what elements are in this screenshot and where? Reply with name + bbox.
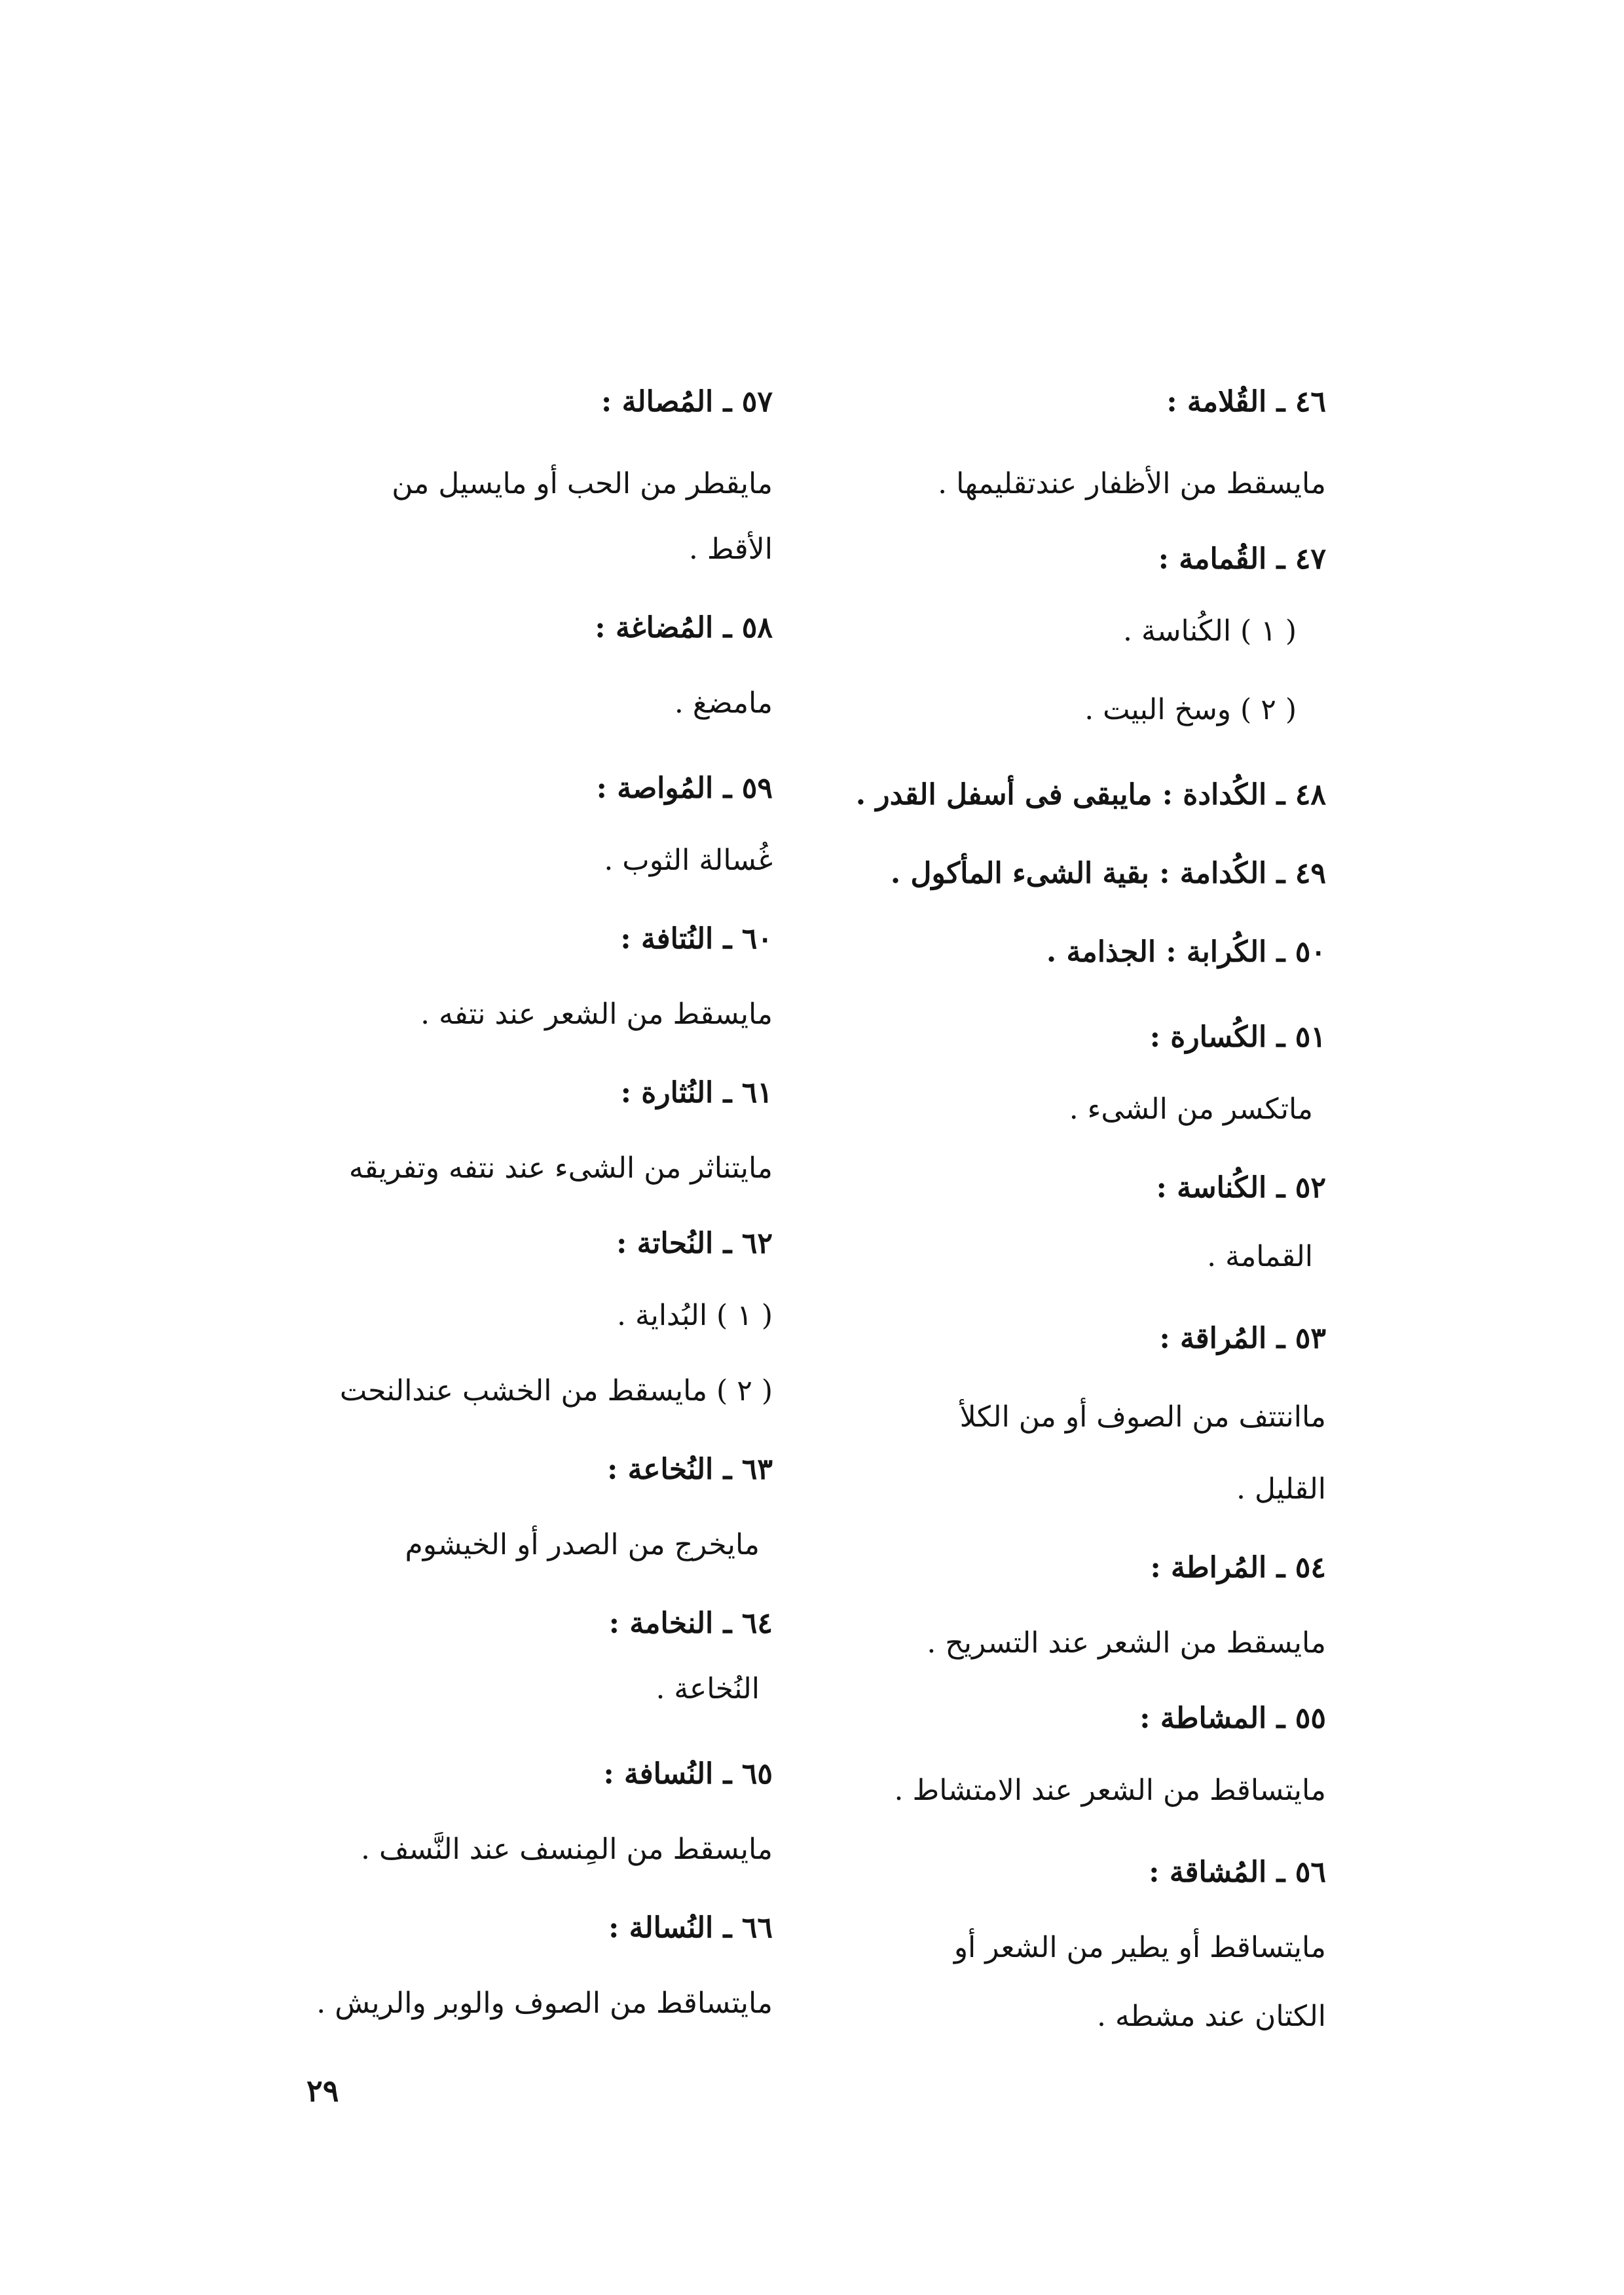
entry-heading: ٥٦ ـ المُشاقة : xyxy=(1149,1856,1326,1889)
entry-heading: ٦٣ ـ النُخاعة : xyxy=(607,1453,773,1486)
entry-heading: ٥٩ ـ المُواصة : xyxy=(596,772,773,805)
entry-heading: ٤٩ ـ الكُدامة : بقية الشىء المأكول . xyxy=(890,857,1326,890)
entry-heading: ٥٠ ـ الكُرابة : الجذامة . xyxy=(1046,935,1326,969)
entry-heading: ٥٤ ـ المُراطة : xyxy=(1150,1551,1326,1584)
page-number: ٢٩ xyxy=(306,2073,339,2108)
entry-definition: مايخرج من الصدر أو الخيشوم xyxy=(405,1528,760,1561)
entry-heading: ٥٢ ـ الكُناسة : xyxy=(1156,1171,1326,1204)
entry-definition: مامضغ . xyxy=(674,686,773,720)
entry-definition: مايتناثر من الشىء عند نتفه وتفريقه xyxy=(348,1151,773,1185)
entry-heading: ٤٨ ـ الكُدادة : مايبقى فى أسفل القدر . xyxy=(855,778,1326,812)
entry-definition: الكتان عند مشطه . xyxy=(1096,2000,1326,2033)
entry-heading: ٦٠ ـ النُتافة : xyxy=(620,922,773,956)
entry-heading: ٥٧ ـ المُصالة : xyxy=(601,385,773,419)
entry-heading: ٦١ ـ النُثارة : xyxy=(620,1076,773,1110)
entry-heading: ٤٧ ـ القُمامة : xyxy=(1158,542,1326,576)
entry-definition: غُسالة الثوب . xyxy=(604,844,773,877)
entry-definition: ( ١ ) الكُناسة . xyxy=(1123,614,1297,648)
entry-heading: ٦٥ ـ النُسافة : xyxy=(603,1757,773,1791)
entry-definition: ( ١ ) البُداية . xyxy=(617,1299,773,1332)
entry-definition: مايسقط من الشعر عند نتفه . xyxy=(420,998,773,1031)
entry-definition: مايتساقط من الصوف والوبر والريش . xyxy=(316,1987,773,2020)
entry-heading: ٥٨ ـ المُضاغة : xyxy=(595,611,773,644)
entry-definition: القمامة . xyxy=(1207,1240,1313,1273)
entry-definition: الأقط . xyxy=(688,532,773,566)
entry-definition: القليل . xyxy=(1236,1472,1326,1506)
entry-definition: مايسقط من الشعر عند التسريح . xyxy=(927,1626,1326,1660)
entry-definition: ( ٢ ) مايسقط من الخشب عندالنحت xyxy=(339,1374,773,1408)
entry-heading: ٥٣ ـ المُراقة : xyxy=(1159,1322,1326,1355)
entry-heading: ٦٢ ـ النُحاتة : xyxy=(616,1227,773,1260)
entry-definition: مايسقط من الأظفار عندتقليمها . xyxy=(938,467,1326,500)
entry-definition: مايقطر من الحب أو مايسيل من xyxy=(392,467,773,500)
entry-definition: ماتكسر من الشىء . xyxy=(1069,1092,1313,1126)
entry-definition: ماانتتف من الصوف أو من الكلأ xyxy=(959,1400,1326,1434)
entry-definition: مايتساقط أو يطير من الشعر أو xyxy=(953,1931,1326,1964)
entry-heading: ٦٦ ـ النُسالة : xyxy=(608,1911,773,1945)
entry-heading: ٥٥ ـ المشاطة : xyxy=(1139,1702,1326,1735)
entry-heading: ٥١ ـ الكُسارة : xyxy=(1149,1020,1326,1054)
entry-definition: النُخاعة . xyxy=(655,1672,760,1706)
entry-heading: ٤٦ ـ القُلامة : xyxy=(1166,385,1326,419)
entry-definition: مايسقط من المِنسف عند النَّسف . xyxy=(361,1833,773,1866)
entry-definition: ( ٢ ) وسخ البيت . xyxy=(1084,693,1297,726)
entry-definition: مايتساقط من الشعر عند الامتشاط . xyxy=(894,1774,1326,1807)
entry-heading: ٦٤ ـ النخامة : xyxy=(608,1607,773,1640)
